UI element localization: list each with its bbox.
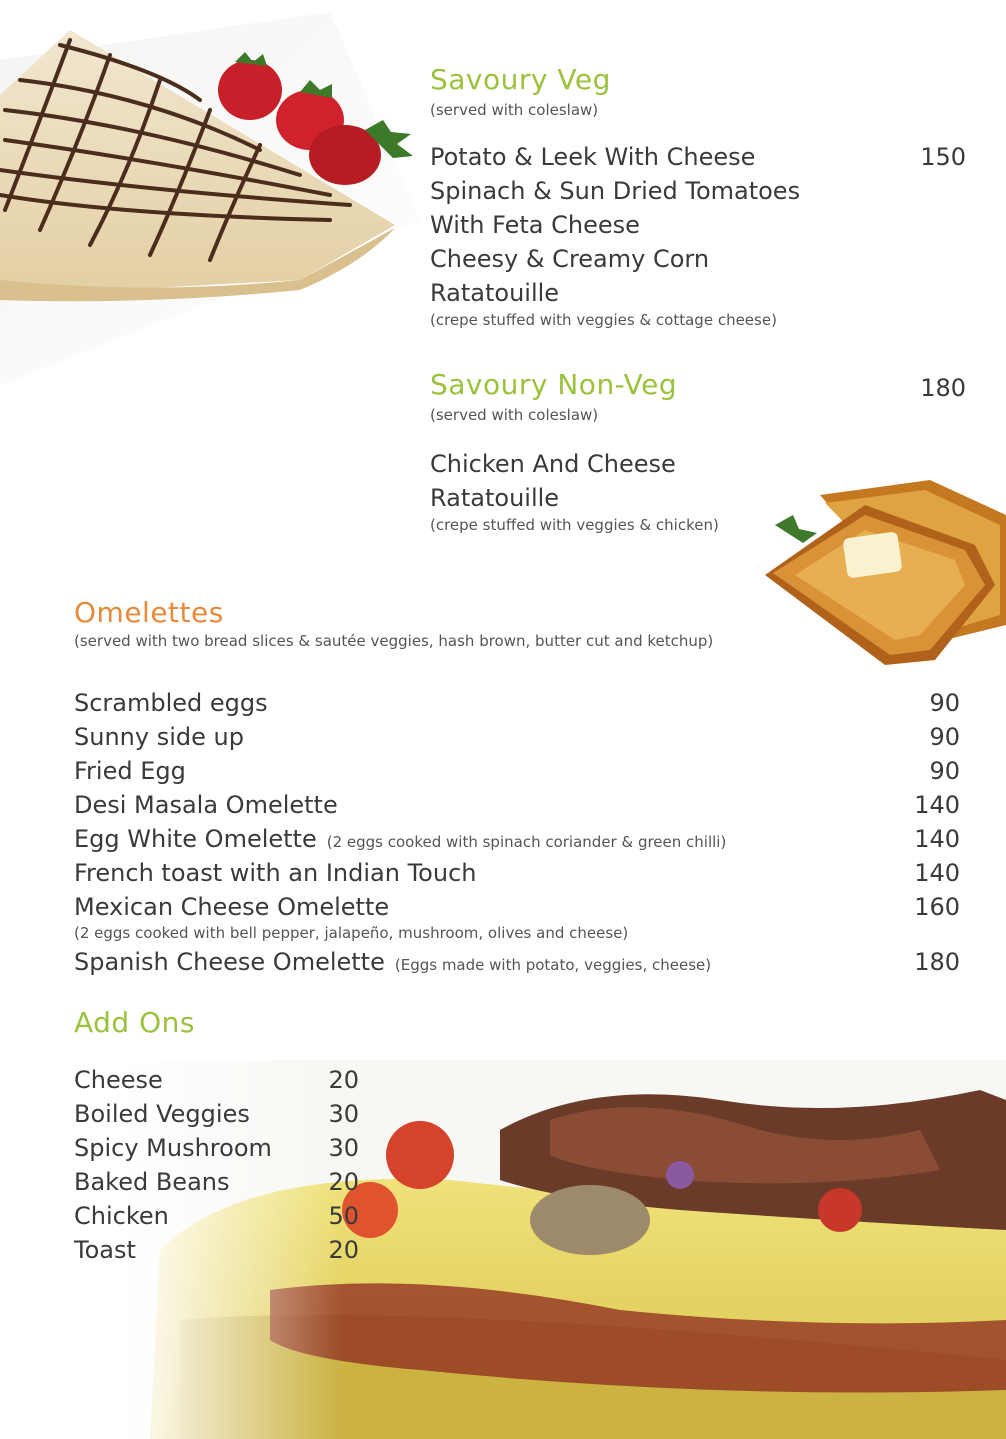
list-item: Spinach & Sun Dried Tomatoes [430,177,801,205]
item-price: 90 [929,689,960,717]
item-cell [74,945,711,979]
table-row [74,686,960,720]
list-item [74,1131,359,1165]
list-item [74,1233,359,1267]
list-item: Potato & Leek With Cheese [430,143,756,171]
item-name: Egg White Omelette [74,825,317,853]
table-row [74,788,960,822]
item-price: 20 [328,1168,359,1196]
item-price: 30 [328,1134,359,1162]
omelettes-note: (served with two bread slices & sautée veggies, hash brown, butter cut and ketchup) [74,632,714,650]
list-item [74,1199,359,1233]
item-note: (crepe stuffed with veggies & cottage cheese) [430,311,777,329]
savoury-veg-note: (served with coleslaw) [430,101,599,119]
item-cell [74,822,726,856]
savoury-nonveg-note: (served with coleslaw) [430,406,599,424]
item-price: 50 [328,1202,359,1230]
french-toast-photo-icon [765,475,1006,670]
list-item: With Feta Cheese [430,211,640,239]
item-price: 150 [920,143,966,171]
item-name: Scrambled eggs [74,689,268,717]
add-ons-heading: Add Ons [74,1006,195,1039]
item-name: Spicy Mushroom [74,1134,272,1162]
item-name: Sunny side up [74,723,244,751]
item-inline-note: (2 eggs cooked with spinach coriander & green chilli) [326,833,727,851]
item-price: 90 [929,723,960,751]
table-row [74,754,960,788]
item-name: Desi Masala Omelette [74,791,338,819]
list-item: Ratatouille [430,484,560,512]
item-price: 20 [328,1066,359,1094]
omelettes-heading: Omelettes [74,596,224,629]
table-row [74,856,960,890]
list-item: Chicken And Cheese [430,450,676,478]
item-price: 140 [914,859,960,887]
item-name: Baked Beans [74,1168,230,1196]
section-price: 180 [920,374,966,402]
list-item: Cheesy & Creamy Corn [430,245,710,273]
item-name: Mexican Cheese Omelette [74,893,390,921]
item-price: 180 [914,948,960,976]
table-row [74,890,960,924]
item-name: Spanish Cheese Omelette [74,948,385,976]
table-row [74,945,960,979]
list-item [74,1097,359,1131]
item-price: 20 [328,1236,359,1264]
item-name: Boiled Veggies [74,1100,250,1128]
item-note: (2 eggs cooked with bell pepper, jalapeño, mushroom, olives and cheese) [74,924,629,942]
item-price: 140 [914,791,960,819]
item-name: Toast [74,1236,136,1264]
list-item: Ratatouille [430,279,560,307]
item-name: French toast with an Indian Touch [74,859,477,887]
table-row [74,720,960,754]
item-name: Fried Egg [74,757,186,785]
crepe-photo-icon [0,0,420,385]
item-note: (crepe stuffed with veggies & chicken) [430,516,719,534]
item-price: 90 [929,757,960,785]
savoury-veg-heading: Savoury Veg [430,63,611,96]
list-item [74,1165,359,1199]
item-name: Cheese [74,1066,163,1094]
item-name: Chicken [74,1202,169,1230]
item-price: 140 [914,825,960,853]
list-item [74,1063,359,1097]
item-inline-note: (Eggs made with potato, veggies, cheese) [394,956,712,974]
table-row [74,822,960,856]
item-price: 160 [914,893,960,921]
savoury-nonveg-heading: Savoury Non-Veg [430,368,678,401]
item-price: 30 [328,1100,359,1128]
